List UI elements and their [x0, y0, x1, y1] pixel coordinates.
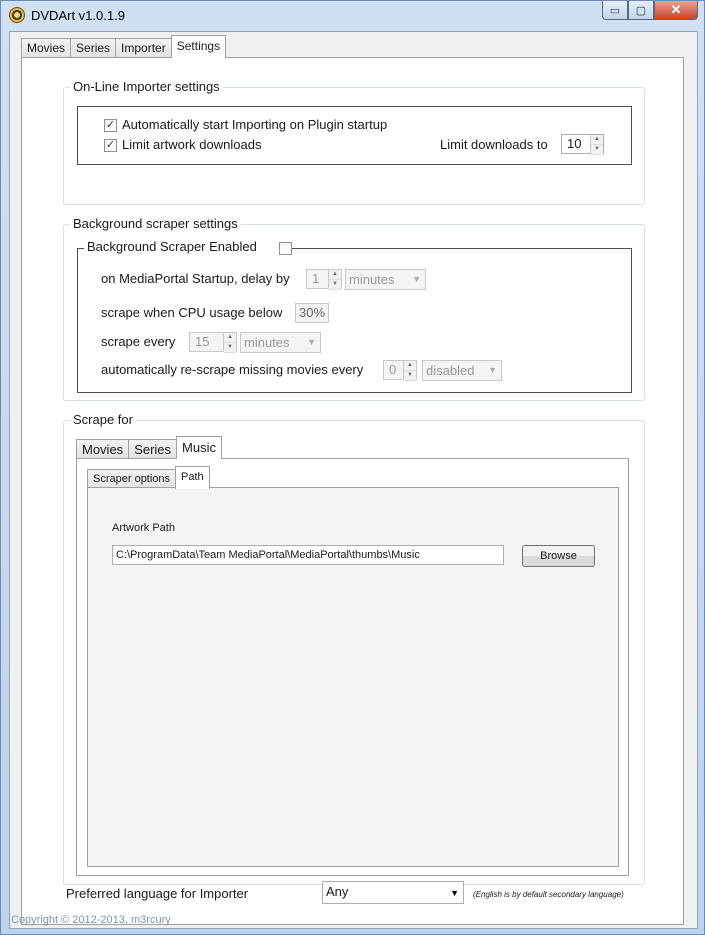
scrape-every-spinner[interactable] — [223, 333, 236, 351]
scrape-for-title: Scrape for — [70, 412, 136, 427]
scrape-for-tabstrip — [76, 439, 221, 459]
background-scraper-group — [63, 216, 645, 401]
rescrape-label: automatically re-scrape missing movies every — [101, 362, 364, 377]
chevron-down-icon: ▼ — [307, 337, 316, 347]
title-bar[interactable] — [1, 1, 704, 31]
browse-button[interactable]: Browse — [522, 545, 595, 567]
rescrape-unit: disabled — [426, 363, 475, 378]
startup-delay-value: 1 — [312, 271, 320, 286]
tab-series[interactable]: Series — [70, 38, 116, 58]
window-controls — [602, 1, 698, 21]
tab-scrape-music[interactable]: Music — [176, 436, 222, 459]
close-button[interactable]: ✕ — [654, 1, 698, 20]
language-select[interactable] — [322, 881, 464, 904]
music-tab-page — [76, 458, 629, 876]
chevron-down-icon: ▼ — [450, 888, 459, 898]
online-importer-group — [63, 79, 645, 205]
artwork-path-field[interactable]: C:\ProgramData\Team MediaPortal\MediaPortal\thumbs\Music — [112, 545, 504, 565]
scrape-every-input[interactable] — [189, 332, 237, 352]
limit-downloads-spinner[interactable] — [590, 135, 603, 153]
tab-scrape-movies[interactable]: Movies — [76, 439, 129, 459]
tab-settings[interactable]: Settings — [171, 35, 226, 58]
cpu-usage-input[interactable]: 30% — [295, 303, 329, 323]
language-note: (English is by default secondary language) — [473, 890, 624, 899]
auto-start-checkbox[interactable]: ✓ — [105, 119, 116, 131]
scrape-every-unit-select[interactable] — [240, 332, 321, 353]
main-tabstrip — [21, 38, 225, 58]
music-subtabstrip — [87, 469, 209, 489]
artwork-path-label: Artwork Path — [112, 522, 175, 534]
auto-start-label: Automatically start Importing on Plugin startup — [122, 117, 388, 132]
online-importer-box — [77, 106, 632, 165]
tab-scraper-options[interactable]: Scraper options — [87, 469, 176, 489]
window-title: DVDArt v1.0.1.9 — [31, 8, 125, 23]
language-label: Preferred language for Importer — [66, 886, 249, 901]
spin-up-icon[interactable]: ▲ — [224, 333, 236, 343]
scraper-enabled-label: Background Scraper Enabled — [87, 239, 257, 254]
cpu-usage-label: scrape when CPU usage below — [101, 305, 283, 320]
rescrape-unit-select[interactable] — [422, 360, 502, 381]
spin-down-icon[interactable]: ▼ — [329, 280, 341, 290]
startup-delay-input[interactable] — [306, 269, 342, 289]
chevron-down-icon: ▼ — [412, 274, 421, 284]
spin-up-icon[interactable]: ▲ — [591, 135, 603, 145]
tab-importer[interactable]: Importer — [115, 38, 172, 58]
spin-up-icon[interactable]: ▲ — [404, 361, 416, 371]
startup-delay-unit: minutes — [349, 272, 395, 287]
chevron-down-icon: ▼ — [488, 365, 497, 375]
copyright-text: Copyright © 2012-2013, m3rcury — [11, 914, 171, 926]
limit-downloads-input[interactable] — [561, 134, 604, 154]
startup-delay-label: on MediaPortal Startup, delay by — [101, 271, 290, 286]
spin-down-icon[interactable]: ▼ — [404, 371, 416, 381]
settings-tab-page — [21, 57, 684, 925]
background-scraper-box — [77, 239, 632, 393]
scrape-for-group — [63, 412, 645, 885]
rescrape-spinner[interactable] — [403, 361, 416, 379]
background-scraper-title: Background scraper settings — [70, 216, 241, 231]
spin-down-icon[interactable]: ▼ — [591, 145, 603, 155]
limit-downloads-value: 10 — [567, 136, 582, 151]
rescrape-value: 0 — [389, 362, 397, 377]
tab-movies[interactable]: Movies — [21, 38, 71, 58]
tab-scrape-series[interactable]: Series — [128, 439, 177, 459]
scrape-every-label: scrape every — [101, 334, 176, 349]
startup-delay-unit-select[interactable] — [345, 269, 426, 290]
scraper-enabled-title — [84, 239, 279, 254]
scraper-enabled-checkbox[interactable] — [279, 242, 292, 255]
spin-up-icon[interactable]: ▲ — [329, 270, 341, 280]
startup-delay-spinner[interactable] — [328, 270, 341, 288]
limit-downloads-label: Limit downloads to — [440, 137, 548, 152]
rescrape-input[interactable] — [383, 360, 417, 380]
limit-artwork-label: Limit artwork downloads — [122, 137, 262, 152]
scrape-every-unit: minutes — [244, 335, 290, 350]
scrape-every-value: 15 — [195, 334, 210, 349]
spin-down-icon[interactable]: ▼ — [224, 343, 236, 353]
client-area — [9, 31, 698, 929]
tab-path[interactable]: Path — [175, 466, 210, 489]
dvd-app-icon — [9, 7, 25, 23]
minimize-button[interactable]: ▭ — [602, 1, 628, 20]
language-value: Any — [326, 884, 349, 899]
online-importer-title: On-Line Importer settings — [70, 79, 223, 94]
limit-artwork-checkbox[interactable]: ✓ — [105, 139, 116, 151]
maximize-button[interactable]: ▢ — [628, 1, 654, 20]
path-tab-page — [87, 487, 619, 867]
